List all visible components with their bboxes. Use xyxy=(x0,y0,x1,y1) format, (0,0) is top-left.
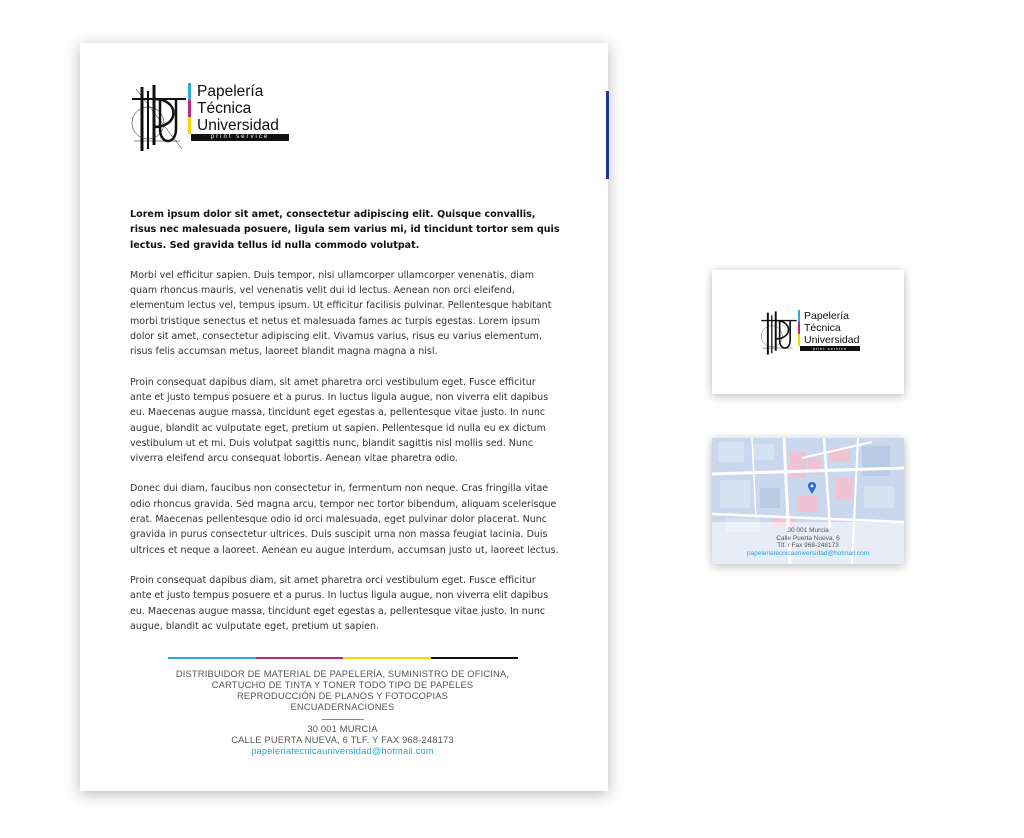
footer-divider xyxy=(322,719,364,720)
body-paragraph: Proin consequat dapibus diam, sit amet pharetra orci vestibulum eget. Fusce efficitur ante et justo tempus posuere et a purus. In luctus ligula augue, non viverra elit dapibus eu. Maecenas augue massa, tincidunt eget egestas a, pellentesque vitae justo. In nunc augue, blandit ac vulputate eget, pretium ut sapien. Pellentesque id nulla eu ex dictum vestibulum ut et mi. Duis volutpat sagittis nunc, blandit sagittis nisl mollis sed. Nunc viverra eleifend arcu consequat lobortis. Aenean vitae pharetra odio. xyxy=(130,376,549,465)
logo-name-line-3: Universidad xyxy=(804,334,860,346)
logo-name-line-1: Papelería xyxy=(804,310,849,322)
letterhead-logo xyxy=(130,83,289,153)
letter-footer xyxy=(150,669,535,757)
tpu-monogram-icon xyxy=(130,83,188,153)
card-email[interactable]: papeleriatecnicauniversidad@hotmail.com xyxy=(746,549,870,557)
cmyk-rule-black xyxy=(431,657,519,659)
card-street: Calle Puerta Nueva, 6 xyxy=(776,534,840,542)
letter-body xyxy=(130,207,560,649)
footer-address: CALLE PUERTA NUEVA, 6 TLF. Y FAX 968-248173 xyxy=(231,735,454,745)
cmyk-rule-cyan xyxy=(168,657,256,659)
logo-name-line-3: Universidad xyxy=(197,117,279,134)
footer-services-line: DISTRIBUIDOR DE MATERIAL DE PAPELERÍA, SUMINISTRO DE OFICINA, xyxy=(175,669,510,679)
logo-name xyxy=(800,310,859,346)
card-logo xyxy=(760,310,860,356)
logo-name-line-1: Papelería xyxy=(197,83,264,100)
cmyk-rule-magenta xyxy=(256,657,344,659)
card-postal: 30 001 Murcia xyxy=(787,527,829,534)
body-paragraph: Morbi vel efficitur sapien. Duis tempor, nisi ullamcorper ullamcorper venenatis, diam quam rhoncus mauris, vel venenatis velit dui id lectus. Aenean non orci eleifend, elementum lectus vel, tempus ipsum. Ut efficitur facilisis pulvinar. Pellentesque habitant morbi tristique senectus et netus et malesuada fames ac turpis egestas. Lorem ipsum dolor sit amet, consectetur adipiscing elit. Vivamus varius, risus eu varius elementum, risus felis accumsan metus, laoreet blandit magna magna a nisl. xyxy=(130,269,552,358)
body-paragraph: Proin consequat dapibus diam, sit amet pharetra orci vestibulum eget. Fusce efficitur ante et justo tempus posuere et a purus. In luctus ligula augue, non viverra elit dapibus eu. Maecenas augue massa, tincidunt eget egestas a, pellentesque vitae justo. In nunc augue, blandit ac vulputate eget, pretium ut sapien. xyxy=(130,574,549,632)
letterhead-sheet xyxy=(80,43,608,791)
footer-services-line: ENCUADERNACIONES xyxy=(290,702,395,712)
card-address xyxy=(712,527,904,557)
footer-services-line: CARTUCHO DE TINTA Y TONER TODO TIPO DE PAPELES xyxy=(211,680,474,690)
business-card-back xyxy=(712,438,904,564)
business-card-front xyxy=(712,270,904,394)
logo-name-line-2: Técnica xyxy=(804,322,841,334)
footer-email[interactable]: papeleriatecnicauniversidad@hotmail.com xyxy=(251,746,434,756)
card-phone: Tlf. / Fax 968-248173 xyxy=(777,542,839,549)
logo-tagline: print service xyxy=(800,346,860,351)
logo-name-line-2: Técnica xyxy=(197,100,252,117)
footer-services-line: REPRODUCCIÓN DE PLANOS Y FOTOCOPIAS xyxy=(236,691,449,701)
logo-name xyxy=(191,83,279,134)
lead-paragraph: Lorem ipsum dolor sit amet, consectetur adipiscing elit. Quisque convallis, risus nec malesuada posuere, ligula sem varius mi, id tincidunt tortor sem quis lectus. Sed gravida tellus id nulla commodo volutpat. xyxy=(130,209,560,251)
side-accent-bar xyxy=(606,91,609,179)
footer-postal: 30 001 MURCIA xyxy=(307,724,378,734)
cmyk-divider xyxy=(168,657,518,659)
logo-tagline: print service xyxy=(191,134,289,141)
tpu-monogram-icon xyxy=(760,310,798,356)
body-paragraph: Donec dui diam, faucibus non consectetur in, fermentum non neque. Cras fringilla vitae odio rhoncus gravida. Sed magna arcu, tempor nec tortor bibendum, aliquam scelerisque erat. Maecenas pellentesque odio id orci malesuada, eget pulvinar dolor placerat. Nunc gravida in purus consectetur ultrices. Duis suscipit urna non massa feugiat lacinia. Duis ultrices et neque a laoreet. Aenean eu augue interdum, accumsan justo ut, laoreet lectus. xyxy=(130,483,559,556)
cmyk-rule-yellow xyxy=(343,657,431,659)
